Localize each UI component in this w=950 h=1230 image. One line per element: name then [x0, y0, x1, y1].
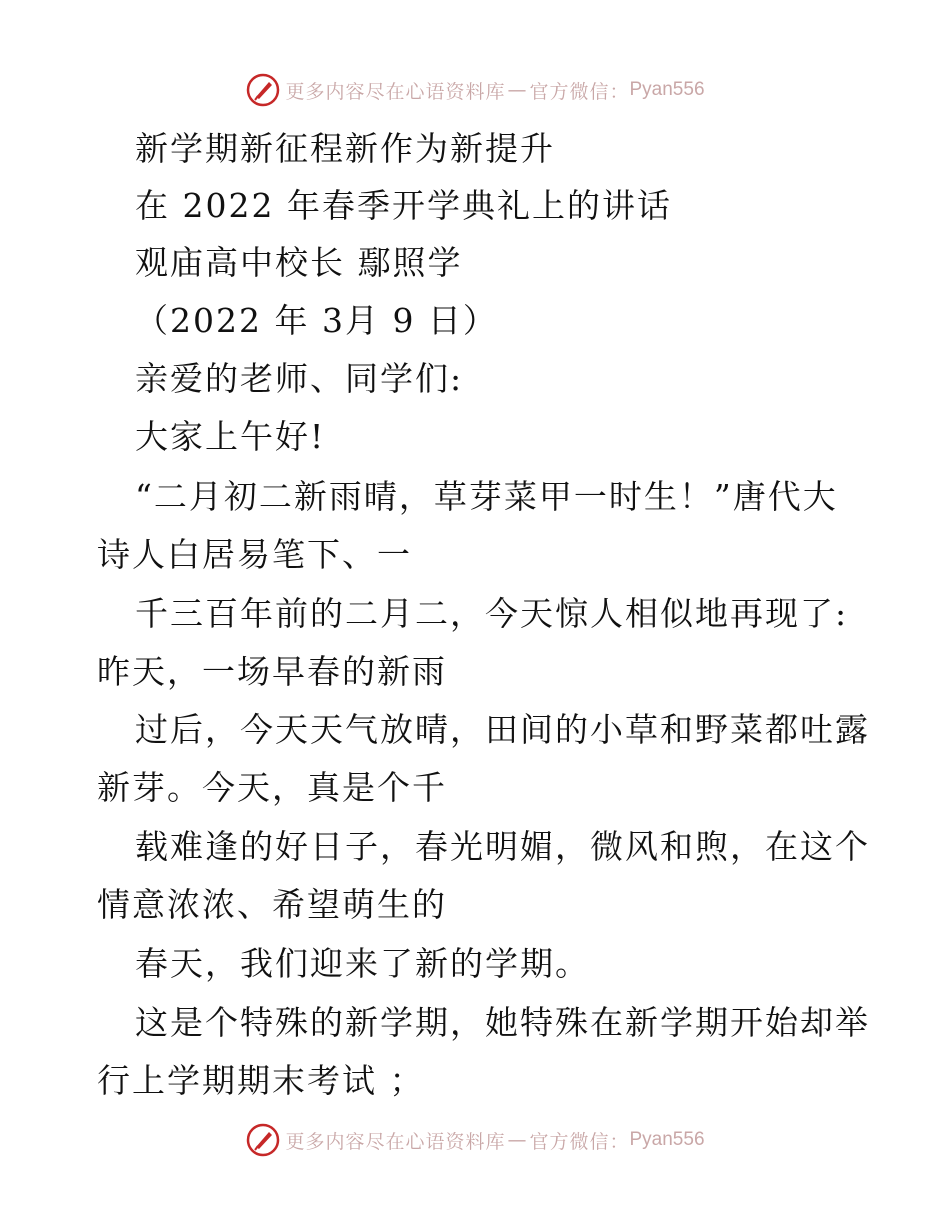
paragraph-line: 载难逢的好日子，春光明媚，微风和煦，在这个: [135, 827, 870, 866]
paragraph-line: 情意浓浓、希望萌生的: [97, 885, 447, 924]
watermark-wechat-id: Pyan556: [629, 1129, 705, 1150]
document-date: （2022 年 3月 9 日）: [135, 301, 498, 340]
paragraph-line: 过后，今天天气放晴，田间的小草和野菜都吐露: [135, 710, 870, 749]
document-subtitle: 在 2022 年春季开学典礼上的讲话: [135, 186, 672, 225]
watermark-text: 更多内容尽在心语资料库: [285, 80, 506, 103]
watermark-official: 官方微信：: [529, 1130, 630, 1153]
watermark-footer: [0, 1120, 950, 1160]
watermark-header: [0, 70, 950, 110]
paragraph-line: 春天，我们迎来了新的学期。: [135, 944, 590, 983]
quill-logo-icon: [245, 72, 281, 108]
watermark-wechat-id: Pyan556: [629, 79, 705, 100]
watermark-official: 官方微信：: [529, 80, 630, 103]
paragraph-line: 诗人白居易笔下、一: [97, 535, 412, 574]
document-greeting: 亲爱的老师、同学们:: [135, 359, 464, 398]
paragraph-line: 行上学期期末考试 ；: [97, 1061, 425, 1100]
watermark-separator: —: [507, 79, 528, 101]
document-salutation: 大家上午好!: [135, 417, 326, 456]
paragraph-line: 昨天，一场早春的新雨: [97, 652, 447, 691]
document-author: 观庙高中校长 鄢照学: [135, 243, 463, 282]
watermark-separator: —: [507, 1129, 528, 1151]
paragraph-line: 这是个特殊的新学期，她特殊在新学期开始却举: [135, 1003, 870, 1042]
quill-logo-icon: [245, 1122, 281, 1158]
watermark-text: 更多内容尽在心语资料库: [285, 1130, 506, 1153]
paragraph-line: 千三百年前的二月二，今天惊人相似地再现了:: [135, 594, 849, 633]
document-title: 新学期新征程新作为新提升: [135, 129, 555, 168]
paragraph-line: 新芽。今天，真是个千: [97, 768, 447, 807]
paragraph-line: “二月初二新雨晴，草芽菜甲一时生！”唐代大: [135, 477, 838, 516]
